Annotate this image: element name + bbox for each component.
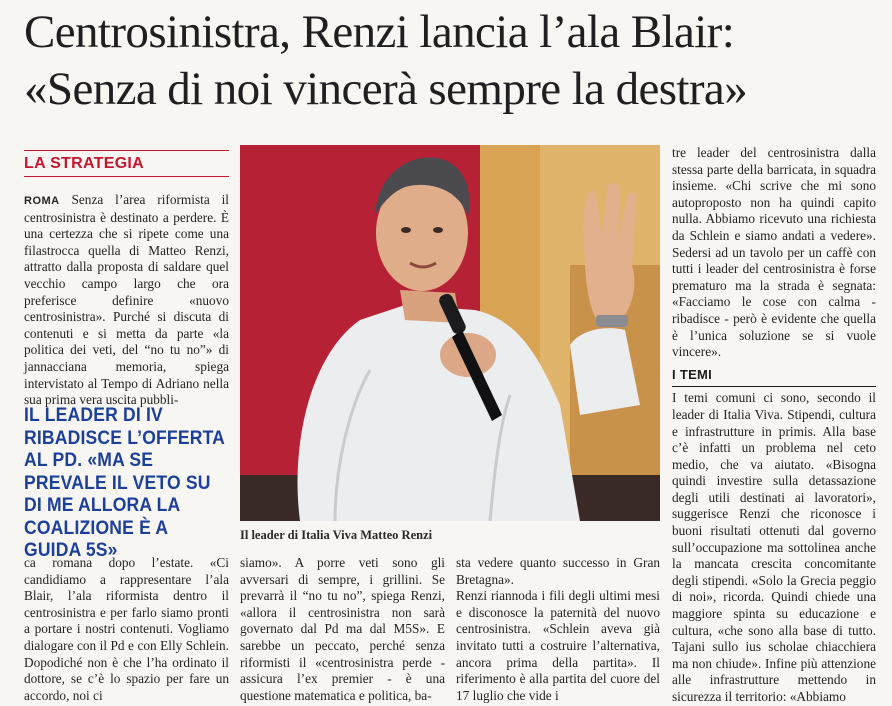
article-column-3 xyxy=(456,555,660,704)
article-column-1 xyxy=(24,192,229,409)
headline-line-1: Centrosinistra, Renzi lancia l’ala Blair: xyxy=(24,6,735,58)
section-divider xyxy=(672,386,876,387)
kicker-divider xyxy=(24,176,229,177)
section-heading-temi: I TEMI xyxy=(672,366,713,382)
continuation-text: ca romana dopo l’estate. «Ci candidiamo a rappresentare l’ala Blair, l’ala riformista dentro il centrosinistra e per farlo siamo pronti a portare i nostri contenuti. Vogliamo dialogare con il Pd e con Elly Schlein. Dopodiché non è che l’ha ordinato il dottore, se c’è lo spazio per fare un accordo, noi ci xyxy=(24,555,229,703)
section-kicker: LA STRATEGIA xyxy=(24,150,229,173)
column-3-text-2: Renzi riannoda i fili degli ultimi mesi e disconosce la paternità del nuovo centrosinistra. «Schlein aveva già invitato tutti a costruire l’alternativa, ancora prima della partita». Il riferimento è alla partita del cuore del 17 luglio che vide i xyxy=(456,588,660,703)
column-3-text-1: sta vedere quanto successo in Gran Bretagna». xyxy=(456,555,660,587)
photo-caption: Il leader di Italia Viva Matteo Renzi xyxy=(240,528,433,542)
headline xyxy=(24,4,874,118)
article-column-2 xyxy=(240,555,445,704)
column-4-text-2: I temi comuni ci sono, secondo il leader di Italia Viva. Stipendi, cultura e infrastrutture in primis. Alla base c’è infatti un problema nel ceto medio, che va aiutato. «Bisogna quindi investire sulla detassazione degli utili destinati ai lavoratori», suggerisce Renzi che riconosce i buoni risultati ottenuti dal governo sull’occupazione ma sottolinea anche la mancata crescita concomitante degli stipendi. «Solo la Grecia peggio di noi», ricorda. Quindi chiede una maggiore spinta su educazione e cultura, «che sono alla base di tutto. Tajani sullo ius scholae chiacchiera ma non chiude». Infine più attenzione alle infrastrutture mettendo in sicurezza il territorio: «Abbiamo xyxy=(672,390,876,704)
photo-matteo-renzi xyxy=(240,145,660,521)
column-4-text-1: tre leader del centrosinistra dalla stessa parte della barricata, in squadra insieme. «Chi scrive che mi sono autoproposto non ha quindi capito nulla. Abbiamo ricevuto una richiesta da Schlein e siamo andati a vedere». Sedersi ad un tavolo per un caffè con tutti i leader del centrosinistra è forse prematuro ma la strada è segnata: «Facciamo le cose con calma - ribadisce - però è evidente che quella è l’unica soluzione se si vuole vincere». xyxy=(672,145,876,360)
intro-text: Senza l’area riformista il centrosinistra è destinato a perdere. È una certezza che si ripete come una filastrocca quella di Matteo Renzi, attratto dalla proposta di saldare quel vecchio campo largo che ora preferisce definire «nuovo centrosinistra». Purché si discuta di contenuti e si metta da parte «la politica dei veti, del “no tu no”» di jannacciana memoria, spiega intervistato al Tempo di Adriano nella sua prima vera uscita pubbli- xyxy=(24,192,229,408)
article-intro xyxy=(24,192,229,409)
article-column-4 xyxy=(672,145,876,706)
column-2-text: siamo». A porre veti sono gli avversari di sempre, i grillini. Se prevarrà il “no tu no”, spiega Renzi, «allora il centrosinistra non sarà governato dal Pd ma dal M5S». E sarebbe un peccato, perché senza riformisti il «centrosinistra perde - assicura l’ex premier - è una questione matematica e politica, ba- xyxy=(240,555,445,703)
pull-quote: IL LEADER DI IV RIBADISCE L’OFFERTA AL PD. «MA SE PREVALE IL VETO SU DI ME ALLORA LA COALIZIONE È A GUIDA 5S» xyxy=(24,404,225,561)
dateline: ROMA xyxy=(24,195,60,207)
headline-line-2: «Senza di noi vincerà sempre la destra» xyxy=(24,63,748,115)
article-column-1-continued xyxy=(24,555,229,704)
article-photo xyxy=(240,145,660,521)
